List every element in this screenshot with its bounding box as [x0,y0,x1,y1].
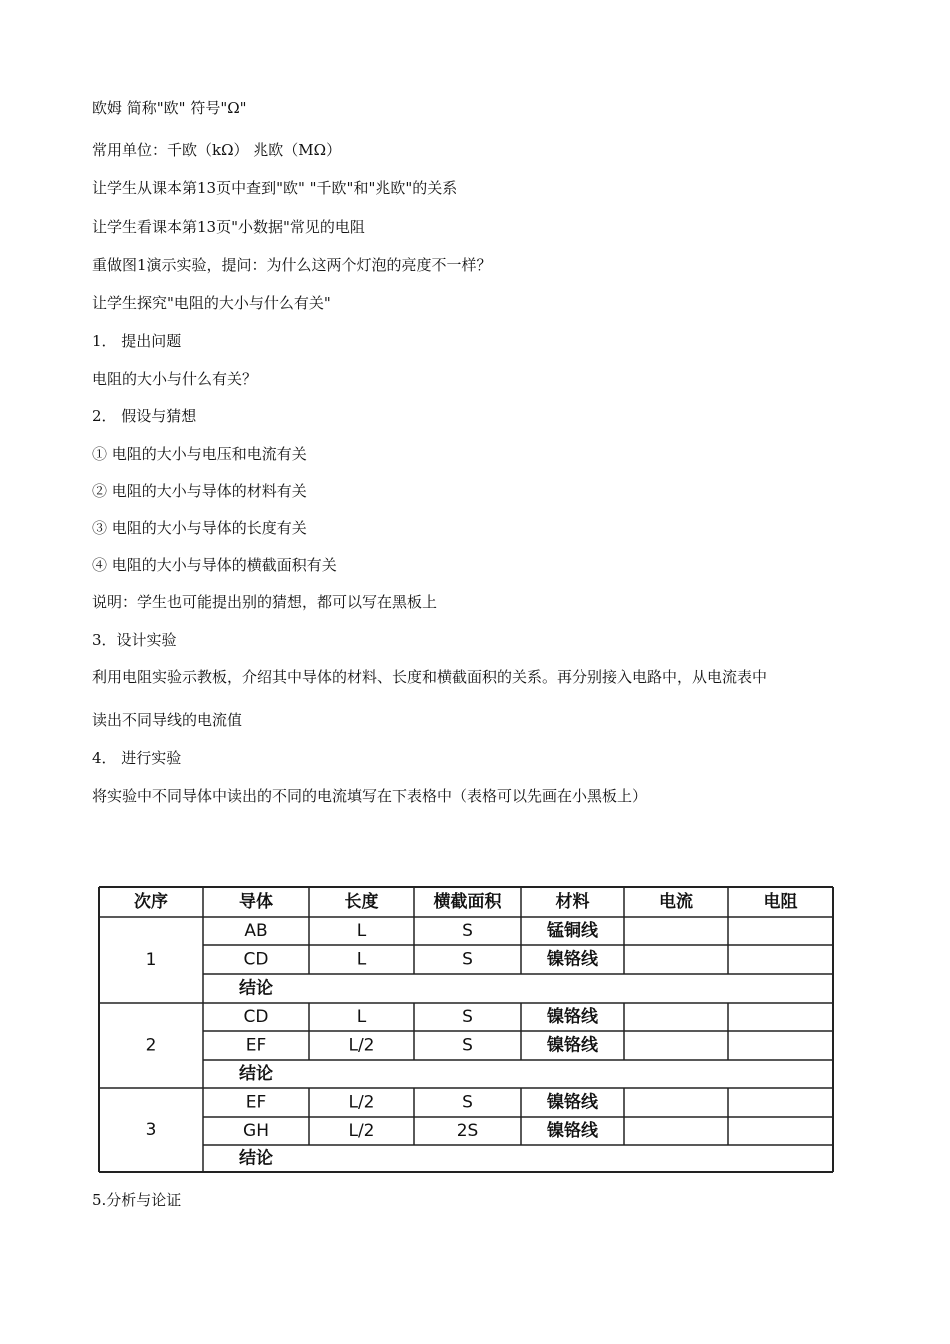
conclusion-label: 结论 [239,978,273,999]
table-cell: L/2 [348,1035,375,1056]
experiment-table [98,886,834,1174]
paragraph: 欧姆 简称"欧" 符号"Ω" [92,99,247,117]
order-cell: 3 [145,1120,157,1140]
order-cell: 2 [145,1035,157,1056]
paragraph: 让学生从课本第13页中查到"欧" "千欧"和"兆欧"的关系 [92,179,458,197]
table-cell: AB [244,921,268,941]
table-cell: S [462,949,473,970]
table-header-cell: 导体 [239,892,273,912]
section-heading: 4． 进行实验 [92,749,182,767]
table-header-cell: 电阻 [763,892,798,912]
table-header-cell: 长度 [344,892,379,912]
table-cell: L [356,949,367,970]
table-cell: EF [245,1035,267,1056]
paragraph: 重做图1演示实验，提问：为什么这两个灯泡的亮度不一样？ [92,256,492,274]
paragraph: 让学生看课本第13页"小数据"常见的电阻 [92,218,365,236]
section-heading: 2． 假设与猜想 [92,407,197,425]
table-cell: 镍铬线 [547,1121,598,1141]
paragraph: 利用电阻实验示教板，介绍其中导体的材料、长度和横截面积的关系。再分别接入电路中，从电流表中 [92,668,768,686]
order-cell: 1 [145,950,157,970]
conclusion-label: 结论 [239,1148,273,1169]
section-heading: 5.分析与论证 [92,1191,182,1209]
table-cell: L [356,1007,367,1027]
section-heading: 3．设计实验 [92,631,177,649]
table-cell: 锰铜线 [547,921,598,941]
table-cell: 镍铬线 [547,1035,598,1056]
table-cell: 镍铬线 [547,1092,598,1113]
paragraph: 常用单位：千欧（kΩ） 兆欧（MΩ） [92,141,342,159]
table-cell: EF [245,1092,267,1113]
table-header-cell: 电流 [659,892,693,912]
table-cell: S [462,921,473,941]
table-cell: L [356,921,367,941]
paragraph: 让学生探究"电阻的大小与什么有关" [92,294,331,312]
table-cell: 镍铬线 [547,949,598,970]
hypothesis-item: ② 电阻的大小与导体的材料有关 [92,482,307,500]
paragraph: 电阻的大小与什么有关？ [92,370,258,388]
table-cell: S [462,1007,473,1027]
table-header-cell: 横截面积 [433,892,502,912]
table-cell: 2S [456,1121,479,1141]
paragraph: 说明：学生也可能提出别的猜想，都可以写在黑板上 [92,593,438,611]
table-cell: CD [243,1007,269,1027]
table-cell: GH [243,1121,269,1141]
table-header-cell: 次序 [134,892,168,912]
table-header-cell: 材料 [555,892,590,912]
table-cell: CD [243,949,269,970]
hypothesis-item: ① 电阻的大小与电压和电流有关 [92,445,307,463]
table-cell: 镍铬线 [547,1007,598,1027]
table-cell: L/2 [348,1092,375,1113]
paragraph: 将实验中不同导体中读出的不同的电流填写在下表格中（表格可以先画在小黑板上） [92,787,648,805]
experiment-table-grid [98,886,834,1174]
hypothesis-item: ③ 电阻的大小与导体的长度有关 [92,519,307,537]
hypothesis-item: ④ 电阻的大小与导体的横截面积有关 [92,556,337,574]
conclusion-label: 结论 [239,1064,273,1084]
table-cell: S [462,1092,473,1113]
table-cell: L/2 [348,1121,375,1141]
table-cell: S [462,1035,473,1056]
section-heading: 1． 提出问题 [92,332,182,350]
paragraph: 读出不同导线的电流值 [92,711,243,729]
